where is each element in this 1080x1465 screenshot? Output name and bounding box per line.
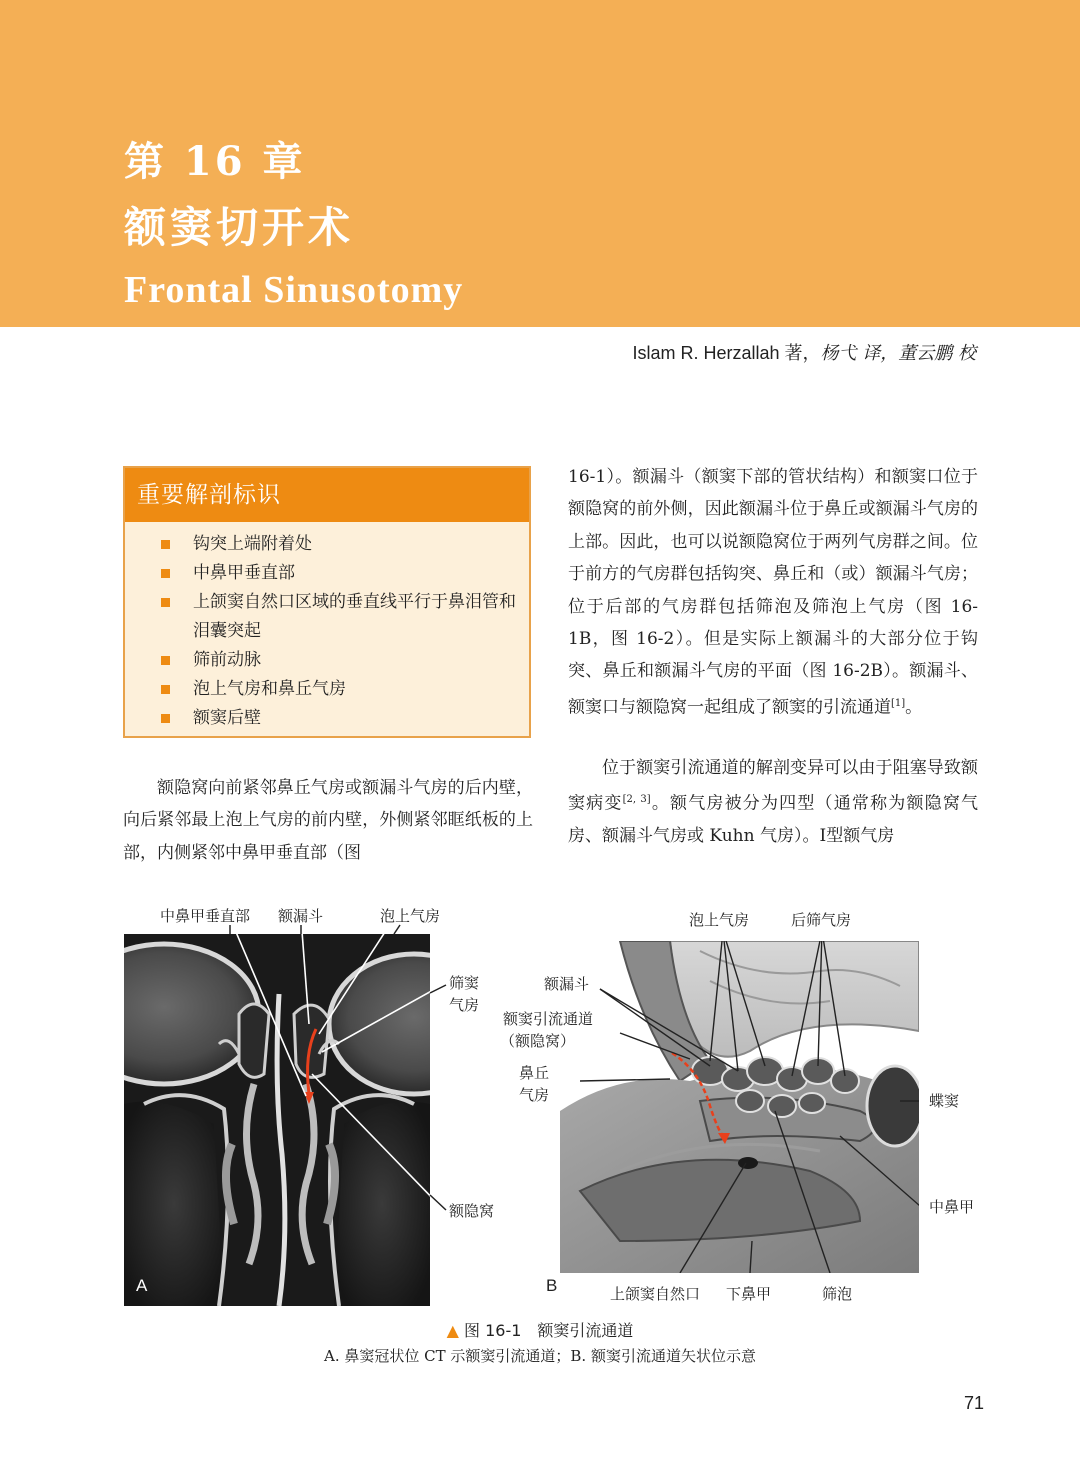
author-name: Islam R. Herzallah 著， xyxy=(632,343,821,363)
chapter-number: 第 16 章 xyxy=(124,138,306,185)
label-b-sphenoid-sinus: 蝶窦 xyxy=(929,1092,960,1110)
label-b-suprabullar-cell: 泡上气房 xyxy=(689,911,750,929)
label-b-frontal-infundibulum: 额漏斗 xyxy=(544,975,590,993)
body-paragraph-left: 额隐窝向前紧邻鼻丘气房或额漏斗气房的后内壁，向后紧邻最上泡上气房的前内壁，外侧紧邻眶纸板的上部，内侧紧邻中鼻甲垂直部（图 xyxy=(123,778,533,863)
label-b-drainage-pathway-1: 额窦引流通道 xyxy=(503,1010,594,1028)
figure-caption: ▲ 图 16-1 额窦引流通道 xyxy=(446,1321,634,1340)
label-b-agger-nasi-1: 鼻丘 xyxy=(519,1064,550,1082)
label-b-drainage-pathway-2: （额隐窝） xyxy=(500,1032,576,1050)
chapter-title: 额窦切开术 xyxy=(124,203,355,252)
list-item: 中鼻甲垂直部 xyxy=(161,559,523,588)
label-frontal-infundibulum: 额漏斗 xyxy=(278,907,324,925)
panel-a-letter: A xyxy=(136,1276,148,1295)
label-ethmoid-cell-2: 气房 xyxy=(449,996,480,1014)
label-b-middle-turbinate: 中鼻甲 xyxy=(929,1198,975,1216)
label-b-ethmoid-bulla: 筛泡 xyxy=(822,1285,853,1303)
list-item: 筛前动脉 xyxy=(161,646,523,675)
label-middle-turbinate-vertical: 中鼻甲垂直部 xyxy=(160,907,251,925)
label-suprabullar-cell: 泡上气房 xyxy=(380,907,441,925)
body-paragraph-right-1: 16-1）。额漏斗（额窦下部的管状结构）和额窦口位于额隐窝的前外侧，因此额漏斗位于鼻丘或额漏斗气房的上部。因此，也可以说额隐窝位于两列气房群之间。位于前方的气房群包括钩突、鼻丘和（或）额漏斗气房；位于后部的气房群包括筛泡及筛泡上气房（图 16-1B，图 16-2）。但是实际上额漏斗的大部分位于钩突、鼻丘和额漏斗气房的平面（图 16-2B）。额漏斗、额窦口与额隐窝一起组成了额窦的引流通道[1]。 xyxy=(568,467,978,718)
label-b-inferior-turbinate: 下鼻甲 xyxy=(726,1285,772,1303)
page-number: 71 xyxy=(963,1393,984,1413)
body-paragraph-right-2: 位于额窦引流通道的解剖变异可以由于阻塞导致额窦病变[2, 3]。额气房被分为四型（通常称为额隐窝气房、额漏斗气房或 Kuhn 气房）。Ⅰ型额气房 xyxy=(568,758,979,847)
label-ethmoid-cell-1: 筛窦 xyxy=(449,974,480,992)
label-frontal-recess: 额隐窝 xyxy=(449,1202,495,1220)
list-item: 上颌窦自然口区域的垂直线平行于鼻泪管和泪囊突起 xyxy=(161,588,523,646)
triangle-marker-icon: ▲ xyxy=(446,1321,459,1340)
reference-marker: [1] xyxy=(891,697,906,709)
translator-credits: 杨弋 译，董云鹏 校 xyxy=(820,343,976,364)
figure-subcaption: A. 鼻窦冠状位 CT 示额窦引流通道；B. 额窦引流通道矢状位示意 xyxy=(324,1347,756,1365)
figure-b-sagittal-illustration xyxy=(560,941,919,1273)
list-item: 泡上气房和鼻丘气房 xyxy=(161,675,523,704)
label-b-posterior-ethmoid: 后筛气房 xyxy=(791,911,852,929)
list-item: 额窦后壁 xyxy=(161,704,523,733)
key-landmarks-title: 重要解剖标识 xyxy=(125,468,529,522)
label-b-agger-nasi-2: 气房 xyxy=(519,1086,550,1104)
list-item: 钩突上端附着处 xyxy=(161,530,523,559)
reference-marker: [2, 3] xyxy=(622,794,651,806)
panel-b-letter: B xyxy=(546,1276,558,1295)
label-b-maxillary-ostium: 上颌窦自然口 xyxy=(610,1285,701,1303)
chapter-title-english: Frontal Sinusotomy xyxy=(124,269,464,311)
